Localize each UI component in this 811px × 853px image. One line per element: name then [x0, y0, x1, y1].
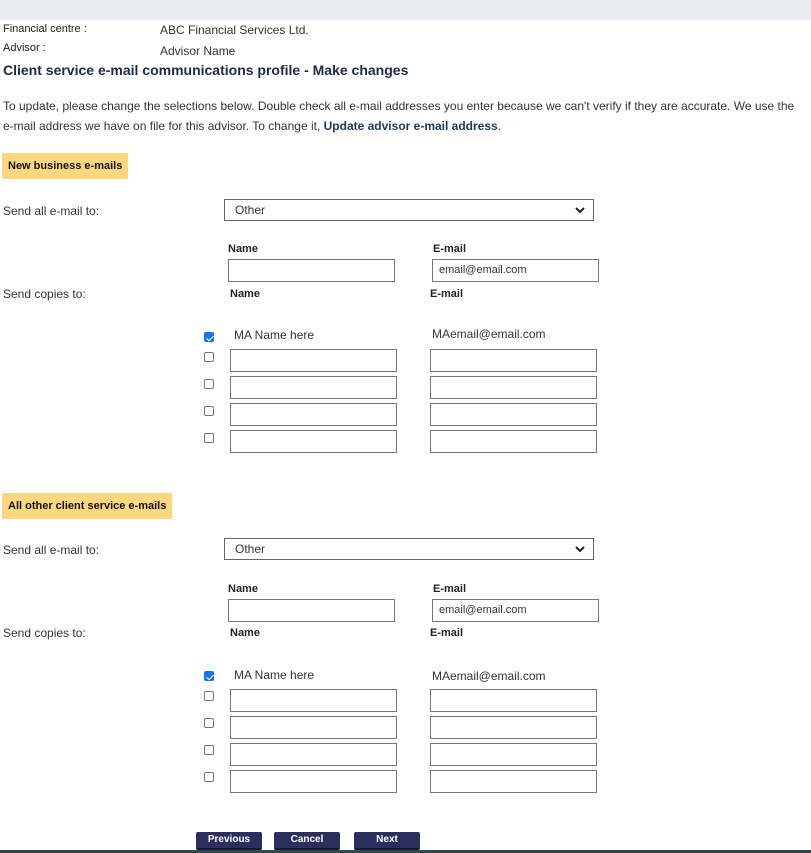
checked-copy-name: MA Name here — [234, 328, 315, 342]
copy-email-input[interactable] — [430, 770, 597, 793]
copy-name-input[interactable] — [230, 430, 397, 453]
copy-email-input[interactable] — [430, 689, 597, 712]
copies-name-header: Name — [230, 627, 260, 639]
copy-name-input[interactable] — [230, 403, 397, 426]
checked-copy-email: MAemail@email.com — [432, 669, 546, 683]
copy-email-input[interactable] — [430, 403, 597, 426]
send-all-select[interactable] — [224, 199, 594, 221]
copy-name-input[interactable] — [230, 770, 397, 793]
copy-email-input[interactable] — [430, 743, 597, 766]
previous-button[interactable]: Previous — [196, 832, 262, 850]
checked-copy-name: MA Name here — [234, 668, 315, 682]
copies-name-header: Name — [230, 288, 260, 300]
name-input[interactable] — [228, 259, 395, 282]
advisor-value: Advisor Name — [160, 44, 236, 58]
email-header: E-mail — [433, 583, 467, 595]
chevron-down-icon — [573, 203, 587, 217]
email-input[interactable]: email@email.com — [432, 599, 599, 622]
copy-checkbox[interactable] — [204, 379, 214, 389]
copy-email-input[interactable] — [430, 349, 597, 372]
send-copies-label: Send copies to: — [3, 287, 86, 301]
chevron-down-icon — [573, 542, 587, 556]
copy-name-input[interactable] — [230, 376, 397, 399]
name-input[interactable] — [228, 599, 395, 622]
checkbox-checked-icon[interactable] — [204, 671, 214, 681]
update-advisor-email-link[interactable]: Update advisor e-mail address — [323, 119, 498, 133]
copies-email-header: E-mail — [430, 627, 464, 639]
copy-checkbox[interactable] — [204, 691, 214, 701]
send-copies-label: Send copies to: — [3, 626, 86, 640]
copy-name-input[interactable] — [230, 716, 397, 739]
name-header: Name — [228, 583, 258, 595]
send-all-label: Send all e-mail to: — [3, 204, 100, 218]
send-all-select-value: Other — [235, 542, 266, 556]
send-all-label: Send all e-mail to: — [3, 543, 100, 557]
copy-name-input[interactable] — [230, 349, 397, 372]
copy-checkbox[interactable] — [204, 352, 214, 362]
copy-checkbox[interactable] — [204, 433, 214, 443]
copy-email-input[interactable] — [430, 716, 597, 739]
copy-email-input[interactable] — [430, 430, 597, 453]
financial-centre-value: ABC Financial Services Ltd. — [160, 23, 309, 37]
financial-centre-label: Financial centre : — [3, 23, 87, 35]
intro-body: To update, please change the selections below. Double check all e-mail addresses you enter because we can't verify if they are accurate. We use the e-mail address we have on file for this advisor. To change it, — [3, 99, 795, 133]
checkbox-checked-icon[interactable] — [204, 332, 214, 342]
intro-text — [3, 96, 803, 136]
top-bar — [0, 0, 811, 20]
advisor-label: Advisor : — [3, 42, 46, 54]
copy-name-input[interactable] — [230, 743, 397, 766]
copy-email-input[interactable] — [430, 376, 597, 399]
cancel-button[interactable]: Cancel — [274, 832, 340, 850]
copy-name-input[interactable] — [230, 689, 397, 712]
email-input[interactable]: email@email.com — [432, 259, 599, 282]
copy-checkbox[interactable] — [204, 718, 214, 728]
copies-email-header: E-mail — [430, 288, 464, 300]
next-button[interactable]: Next — [354, 832, 420, 850]
email-header: E-mail — [433, 243, 467, 255]
copy-checkbox[interactable] — [204, 745, 214, 755]
section-other-title: All other client service e-mails — [2, 493, 172, 519]
intro-tail: . — [497, 119, 502, 133]
section-new-business-title: New business e-mails — [2, 153, 128, 179]
copy-checkbox[interactable] — [204, 772, 214, 782]
page-title: Client service e-mail communications profile - Make changes — [3, 62, 409, 78]
copy-checkbox[interactable] — [204, 406, 214, 416]
send-all-select[interactable] — [224, 538, 594, 560]
name-header: Name — [228, 243, 258, 255]
checked-copy-email: MAemail@email.com — [432, 327, 546, 341]
send-all-select-value: Other — [235, 203, 266, 217]
